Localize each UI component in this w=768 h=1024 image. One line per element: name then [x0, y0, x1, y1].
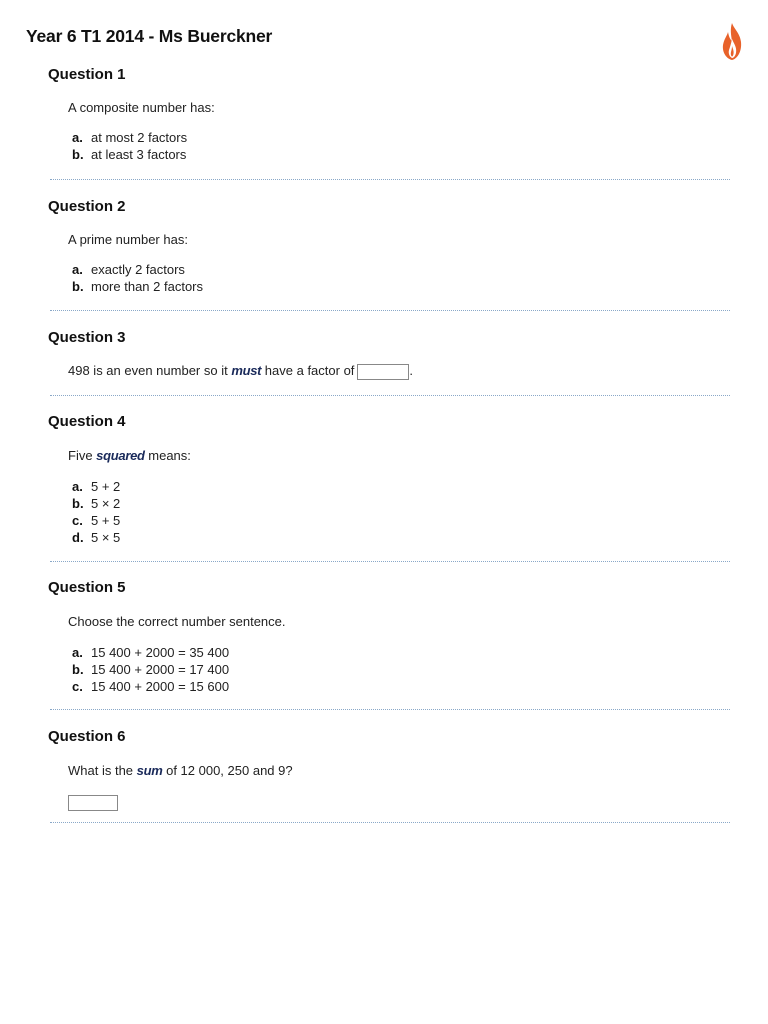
question-heading: Question 1 — [48, 66, 126, 83]
prompt-end: . — [409, 363, 414, 378]
answer-input[interactable] — [357, 364, 409, 380]
option-b[interactable] — [72, 279, 203, 296]
option-text: 5 + 2 — [91, 479, 121, 494]
question-divider — [50, 179, 730, 180]
option-text: 5 + 5 — [91, 513, 121, 528]
option-a[interactable] — [72, 645, 229, 662]
prompt-text: 498 is an even number so it — [68, 363, 232, 378]
question-prompt: A prime number has: — [68, 232, 188, 247]
question-divider — [50, 709, 730, 710]
prompt-emphasis: sum — [136, 763, 163, 778]
page-title: Year 6 T1 2014 - Ms Buerckner — [26, 26, 273, 46]
question-heading: Question 2 — [48, 198, 126, 215]
option-letter: b. — [72, 279, 84, 294]
question-divider — [50, 561, 730, 562]
answer-options — [72, 130, 187, 164]
option-text: more than 2 factors — [91, 279, 203, 294]
question-divider — [50, 310, 730, 311]
answer-options — [72, 262, 203, 296]
option-letter: d. — [72, 530, 84, 545]
option-a[interactable] — [72, 479, 120, 496]
option-text: 5 × 5 — [91, 530, 121, 545]
option-letter: a. — [72, 130, 83, 145]
answer-input[interactable] — [68, 795, 118, 811]
question-prompt — [68, 763, 293, 778]
question-heading: Question 6 — [48, 728, 126, 745]
option-text: at least 3 factors — [91, 147, 187, 162]
question-prompt — [68, 448, 191, 463]
prompt-emphasis: must — [231, 363, 262, 378]
question-prompt — [68, 363, 413, 380]
option-a[interactable] — [72, 262, 203, 279]
answer-options — [72, 479, 120, 547]
option-text: 5 × 2 — [91, 496, 121, 511]
option-b[interactable] — [72, 147, 187, 164]
option-b[interactable] — [72, 662, 229, 679]
option-letter: b. — [72, 147, 84, 162]
prompt-text: What is the — [68, 763, 137, 778]
option-d[interactable] — [72, 530, 120, 547]
question-prompt: Choose the correct number sentence. — [68, 614, 286, 629]
prompt-emphasis: squared — [96, 448, 145, 463]
option-letter: c. — [72, 679, 83, 694]
option-text: 15 400 + 2000 = 17 400 — [91, 662, 230, 677]
option-c[interactable] — [72, 679, 229, 696]
option-text: at most 2 factors — [91, 130, 188, 145]
option-letter: a. — [72, 479, 83, 494]
question-heading: Question 4 — [48, 413, 126, 430]
option-letter: b. — [72, 496, 84, 511]
option-letter: c. — [72, 513, 83, 528]
question-divider — [50, 822, 730, 823]
option-letter: a. — [72, 645, 83, 660]
question-prompt: A composite number has: — [68, 100, 215, 115]
question-heading: Question 3 — [48, 329, 126, 346]
option-letter: b. — [72, 662, 84, 677]
option-letter: a. — [72, 262, 83, 277]
prompt-text: means: — [144, 448, 191, 463]
flame-icon — [720, 22, 744, 62]
question-divider — [50, 395, 730, 396]
answer-options — [72, 645, 229, 696]
option-a[interactable] — [72, 130, 187, 147]
option-text: exactly 2 factors — [91, 262, 185, 277]
option-b[interactable] — [72, 496, 120, 513]
option-c[interactable] — [72, 513, 120, 530]
option-text: 15 400 + 2000 = 35 400 — [91, 645, 230, 660]
question-heading: Question 5 — [48, 579, 126, 596]
prompt-text: have a factor of — [261, 363, 355, 378]
option-text: 15 400 + 2000 = 15 600 — [91, 679, 230, 694]
prompt-text: Five — [68, 448, 97, 463]
prompt-text: of 12 000, 250 and 9? — [162, 763, 293, 778]
